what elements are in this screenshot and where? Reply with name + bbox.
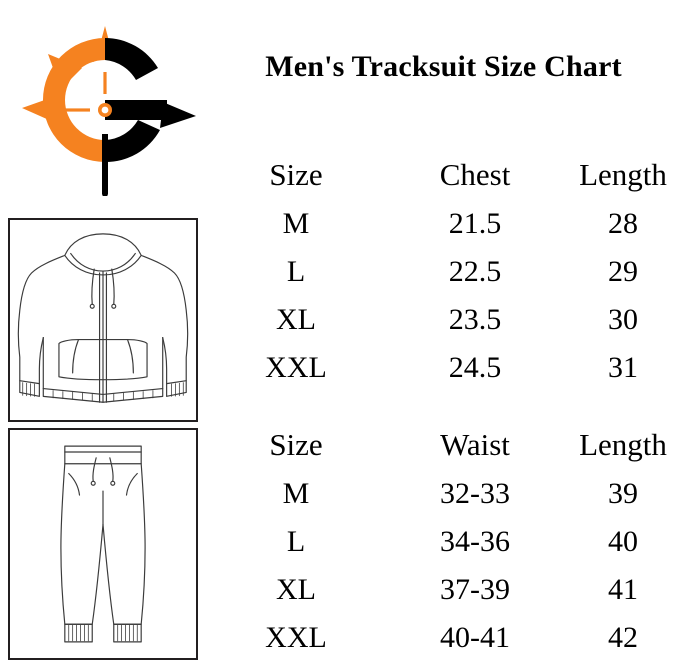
bottom-size-table [198,420,690,662]
zip-hoodie-graphic [10,220,196,420]
table-row [198,248,690,296]
cell-length: 41 [608,573,638,606]
page-title: Men's Tracksuit Size Chart [265,50,622,83]
table-row [198,296,690,344]
cell-length: 31 [608,351,638,384]
header-waist: Waist [440,427,510,462]
cell-size: L [286,255,306,288]
cell-waist: 40-41 [440,621,510,654]
header-size: Size [269,427,323,462]
g-crosshair-logo-graphic [10,16,200,196]
cell-size: M [282,207,310,240]
table-row [198,614,690,662]
cell-chest: 21.5 [448,207,502,240]
cell-waist: 34-36 [440,525,510,558]
table-row [198,518,690,566]
table-header-row [198,420,690,470]
table-row [198,200,690,248]
header-size: Size [269,157,323,192]
cell-size: XXL [265,621,327,654]
cell-length: 28 [608,207,638,240]
table-row [198,470,690,518]
jogger-pants-graphic [10,430,196,658]
zip-hoodie-illustration [8,218,198,422]
cell-length: 40 [608,525,638,558]
cell-size: XL [276,303,316,336]
jogger-pants-illustration [8,428,198,660]
cell-chest: 23.5 [448,303,502,336]
header-length: Length [579,157,667,192]
cell-size: XL [276,573,316,606]
header-length: Length [579,427,667,462]
cell-chest: 22.5 [448,255,502,288]
top-size-table [198,150,690,392]
cell-waist: 32-33 [440,477,510,510]
cell-waist: 37-39 [440,573,510,606]
cell-length: 30 [608,303,638,336]
cell-chest: 24.5 [448,351,502,384]
cell-length: 29 [608,255,638,288]
table-row [198,566,690,614]
cell-length: 39 [608,477,638,510]
header-chest: Chest [439,157,511,192]
cell-size: XXL [265,351,327,384]
table-header-row [198,150,690,200]
table-row [198,344,690,392]
brand-logo [10,16,200,196]
cell-length: 42 [608,621,638,654]
cell-size: M [282,477,310,510]
cell-size: L [286,525,306,558]
